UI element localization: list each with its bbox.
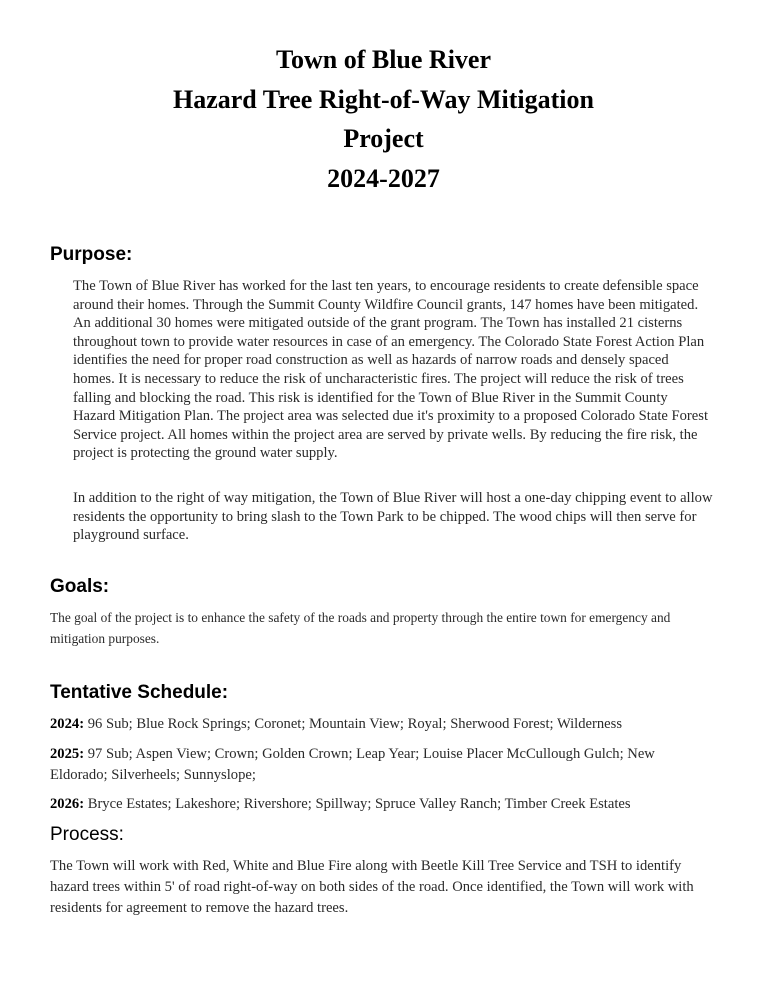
document-title <box>0 40 767 198</box>
process-heading: Process: <box>50 824 124 845</box>
goals-heading: Goals: <box>50 576 110 597</box>
schedule-item-2024 <box>50 714 715 735</box>
purpose-paragraph-1: The Town of Blue River has worked for the last ten years, to encourage residents to create defensible space around their homes. Through the Summit County Wildfire Council grants, 147 homes have been mitigated. An additional 30 homes were mitigated outside of the grant program. The Town has installed 21 cisterns throughout town to provide water resources in case of an emergency. The Colorado State Forest Action Plan identifies the need for proper road construction as well as hazards of narrow roads and densely spaced homes. It is necessary to reduce the risk of uncharacteristic fires. The project will reduce the risk of trees falling and blocking the road. This risk is identified for the Town of Blue River in the Summit County Hazard Mitigation Plan. The project area was selected due it's proximity to a proposed Colorado State Forest Service project. All homes within the project area are served by private wells. By reducing the fire risk, the project is protecting the ground water supply. <box>73 278 708 462</box>
title-line-3: Project <box>343 124 424 153</box>
purpose-paragraph-2: In addition to the right of way mitigation, the Town of Blue River will host a one-day chipping event to allow residents the opportunity to bring slash to the Town Park to be chipped. The wood chips will then serve for playground surface. <box>73 490 713 544</box>
purpose-heading: Purpose: <box>50 244 133 265</box>
schedule-year: 2026: <box>50 796 85 812</box>
schedule-year: 2024: <box>50 716 85 732</box>
schedule-text: 97 Sub; Aspen View; Crown; Golden Crown; Leap Year; Louise Placer McCullough Gulch; New Eldorado; Silverheels; Sunnyslope; <box>50 746 655 783</box>
title-line-1: Town of Blue River <box>276 45 491 74</box>
schedule-text: 96 Sub; Blue Rock Springs; Coronet; Mountain View; Royal; Sherwood Forest; Wilderness <box>84 716 623 732</box>
schedule-item-2025 <box>50 744 715 786</box>
schedule-item-2026 <box>50 794 715 815</box>
schedule-text: Bryce Estates; Lakeshore; Rivershore; Spillway; Spruce Valley Ranch; Timber Creek Estates <box>84 796 631 812</box>
title-line-2: Hazard Tree Right-of-Way Mitigation <box>172 84 594 114</box>
schedule-year: 2025: <box>50 746 85 762</box>
title-line-4: 2024-2027 <box>327 163 440 193</box>
process-paragraph: The Town will work with Red, White and Blue Fire along with Beetle Kill Tree Service and TSH to identify hazard trees within 5' of road right-of-way on both sides of the road. Once identified, the Town will work with residents for agreement to remove the hazard trees. <box>50 858 694 916</box>
schedule-heading: Tentative Schedule: <box>50 682 229 703</box>
goals-paragraph: The goal of the project is to enhance the safety of the roads and property through the entire town for emergency and mitigation purposes. <box>50 610 671 646</box>
